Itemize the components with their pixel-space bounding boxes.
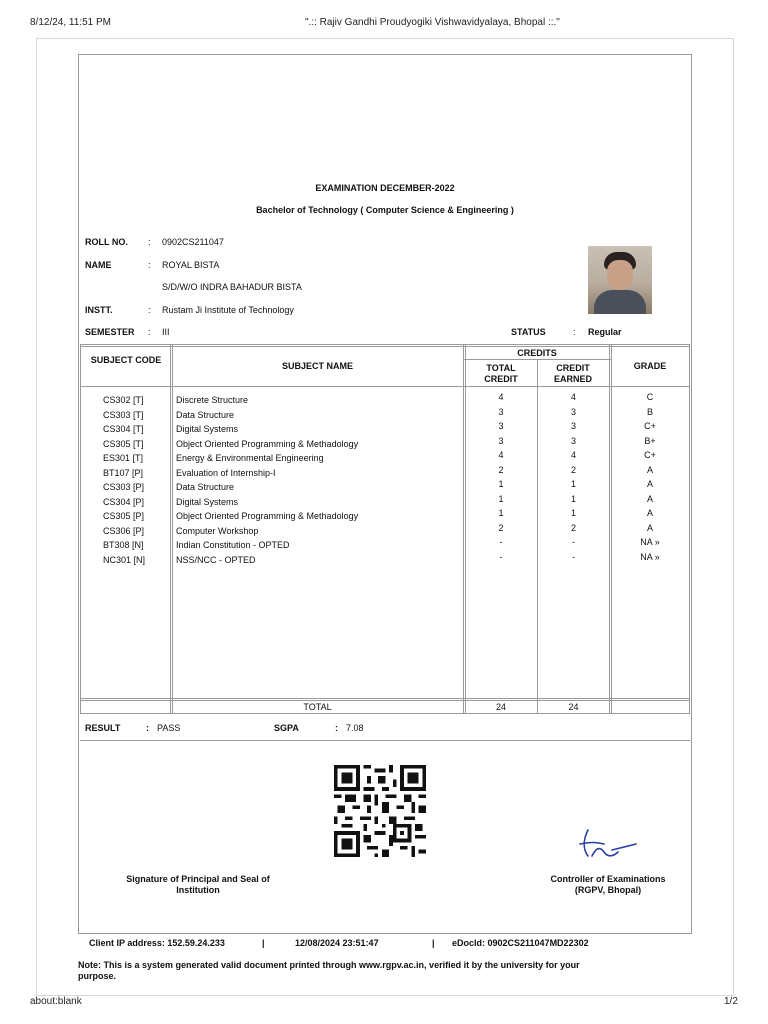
print-page-title: ".:: Rajiv Gandhi Proudyogiki Vishwavidyalaya, Bhopal ::." bbox=[305, 17, 560, 28]
credit-earned-column: 4 3 3 3 4 2 1 1 1 2 - - bbox=[570, 392, 576, 562]
result-value: PASS bbox=[157, 723, 181, 733]
semester-sep: : bbox=[148, 327, 151, 337]
footer-separator-2: | bbox=[432, 938, 435, 948]
print-timestamp: 12/08/2024 23:51:47 bbox=[295, 938, 379, 948]
total-label: TOTAL bbox=[303, 702, 332, 712]
institute-sep: : bbox=[148, 305, 151, 315]
student-photo bbox=[588, 246, 652, 314]
print-page-number: 1/2 bbox=[724, 996, 738, 1007]
semester-label: SEMESTER bbox=[85, 327, 135, 337]
credit-earned-sum: 24 bbox=[568, 702, 579, 712]
header-credits: CREDITS bbox=[517, 348, 557, 358]
name-sep: : bbox=[148, 260, 151, 270]
controller-title-line2: (RGPV, Bhopal) bbox=[574, 885, 642, 895]
principal-signature-line2: Institution bbox=[176, 885, 220, 895]
subject-code-column: CS302 [T] CS303 [T] CS304 [T] CS305 [T] ES301 [T] BT107 [P] CS303 [P] CS304 [P] CS305 [P] CS306 [P] BT308 [N] NC301 [N] bbox=[103, 395, 146, 565]
status-sep: : bbox=[573, 327, 576, 337]
client-ip: Client IP address: 152.59.24.233 bbox=[89, 938, 225, 948]
sgpa-sep: : bbox=[335, 723, 338, 733]
institute-name: Rustam Ji Institute of Technology bbox=[162, 305, 294, 315]
print-datetime: 8/12/24, 11:51 PM bbox=[30, 17, 111, 28]
note-line1: Note: This is a system generated valid document printed through www.rgpv.ac.in, verified it by the university for your bbox=[78, 960, 580, 970]
qr-code bbox=[334, 765, 426, 857]
sgpa-value: 7.08 bbox=[346, 723, 364, 733]
principal-signature-line1: Signature of Principal and Seal of bbox=[126, 874, 270, 884]
status-label: STATUS bbox=[511, 327, 546, 337]
header-total-credit: TOTAL CREDIT bbox=[484, 363, 518, 384]
header-subject-name: SUBJECT NAME bbox=[281, 361, 353, 371]
note-line2: purpose. bbox=[78, 971, 117, 981]
total-credit-sum: 24 bbox=[495, 702, 506, 712]
result-sep: : bbox=[146, 723, 149, 733]
grade-column: C B C+ B+ C+ A A A A A NA » NA » bbox=[640, 392, 660, 562]
status-value: Regular bbox=[588, 327, 622, 337]
total-credit-column: 4 3 3 3 4 2 1 1 1 2 - - bbox=[498, 392, 504, 562]
roll-number: 0902CS211047 bbox=[162, 237, 224, 247]
student-name: ROYAL BISTA bbox=[162, 260, 220, 270]
parent-name: S/D/W/O INDRA BAHADUR BISTA bbox=[162, 282, 302, 292]
controller-title-line1: Controller of Examinations bbox=[550, 874, 666, 884]
roll-sep: : bbox=[148, 237, 151, 247]
roll-label: ROLL NO. bbox=[85, 237, 128, 247]
edoc-id: eDocId: 0902CS211047MD22302 bbox=[452, 938, 589, 948]
footer-separator-1: | bbox=[262, 938, 265, 948]
header-grade: GRADE bbox=[633, 361, 667, 371]
subject-name-column: Discrete Structure Data Structure Digital Systems Object Oriented Programming & Methadology Energy & Environmental Engineering Evaluation of Internship-I Data Structure Digital Systems Object Oriented Programming & Methadology Computer Workshop Indian Constitution - OPTED NSS/NCC - OPTED bbox=[176, 395, 359, 565]
semester-value: III bbox=[162, 327, 170, 337]
result-label: RESULT bbox=[85, 723, 121, 733]
header-subject-code: SUBJECT CODE bbox=[90, 355, 162, 365]
header-credit-earned: CREDIT EARNED bbox=[553, 363, 592, 384]
program-name: Bachelor of Technology ( Computer Science & Engineering ) bbox=[256, 205, 514, 215]
name-label: NAME bbox=[85, 260, 112, 270]
controller-signature bbox=[574, 826, 640, 866]
sgpa-label: SGPA bbox=[274, 723, 299, 733]
exam-title: EXAMINATION DECEMBER-2022 bbox=[315, 183, 455, 193]
print-url: about:blank bbox=[30, 996, 82, 1007]
institute-label: INSTT. bbox=[85, 305, 113, 315]
